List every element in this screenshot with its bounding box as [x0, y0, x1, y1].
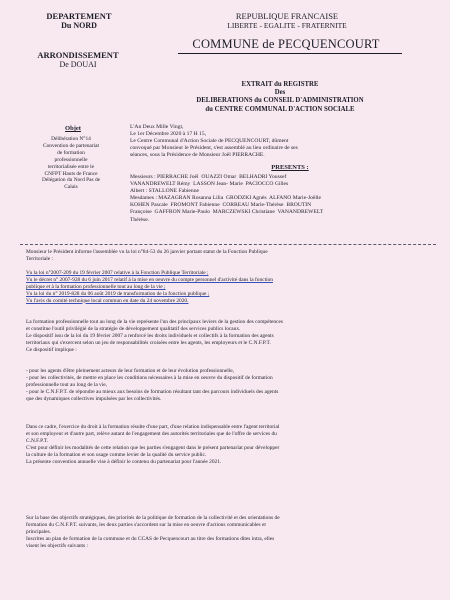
body-paragraph-3: La formation professionnelle tout au long de la vie représente l'un des principaux leviers de la gestion des compétences et constitue l'outil privilégié de la stratégie de développement qualitatif des services publics locaux. Le dispositif issu de la loi du 19 février 2007 a renforcé les droits individuels et collectifs à la formation des agents territoriaux qui s'exercent selon un jeu de responsabilités croisées entre les agents, les employeurs et le C.N.F.P.T. Ce dispositif implique : [26, 319, 283, 353]
departement-label: DEPARTEMENT [46, 11, 112, 21]
objet-label: Objet [65, 125, 81, 132]
extrait-line-3: DELIBERATIONS du CONSEIL D'ADMINISTRATION [196, 97, 364, 105]
arrondissement-label: ARRONDISSEMENT [37, 50, 119, 60]
body-paragraph-6: Sur la base des objectifs stratégiques, des priorités de la politique de formation de la collectivité et des orientations de formation du C.N.F.P.T. suivants, les deux parties s'accordent sur la mise en oeuvre d'actions communicables et principales. Inscrites au plan de formation de la commune et du CCAS de Pecquencourt au titre des formations dites intra, elles visent les objectifs suivants : [26, 515, 280, 549]
devise: LIBERTE - EGALITE - FRATERNITE [227, 21, 347, 30]
body-paragraph-1: Monsieur le Président informe l'assemblée vu la loi n°84-53 du 26 janvier portant statut de la Fonction Publique Territoriale : [26, 249, 268, 262]
section-separator [20, 244, 436, 245]
de-douai-label: De DOUAI [59, 60, 97, 69]
extrait-line-4: du CENTRE COMMUNAL D'ACTION SOCIALE [205, 105, 355, 113]
presents-label: PRESENTS : [271, 164, 309, 171]
du-nord-label: Du NORD [61, 21, 97, 30]
extrait-line-2: Des [274, 89, 286, 97]
body-paragraph-2: Vu la loi n°2007-209 du 19 février 2007 relative à la Fonction Publique Territoriale ; Vu le décret n° 2007-928 du 6 juin 2017 relatif à la mise en oeuvre du compte personnel d'activité dans la fonction publique et à la formation professionnelle tout au long de la vie ; Vu la loi du n° 2019-828 du 06 août 2019 de transformation de la fonction publique ; Vu l'avis du comité technique local commun en date du 24 novembre 2020. [26, 270, 273, 304]
republique-francaise: REPUBLIQUE FRANCAISE [235, 11, 339, 21]
commune-underline [178, 53, 402, 54]
body-paragraph-4: - pour les agents d'être pleinement acteurs de leur formation et de leur évolution professionnelle, - pour les collectivités, de mettre en place les conditions nécessaires à la mise en oeuvre du dispositif de formation professionnelle tout au long de la vie, - pour le C.N.F.P.T. de répondre au mieux aux besoins de formation résultant tant des parcours individuels des agents que des dynamiques collectives impulsées par les collectivités. [26, 368, 279, 402]
intro-text: L'An Deux Mille Vingt, Le 1er Décembre 2020 à 17 H 15, Le Centre Communal d'Action Sociale de PECQUENCOURT, dûment convoqué par Monsieur le Président, s'est assemblé au lieu ordinaire de ses séances, sous la Présidence de Monsieur Joël PIERRACHE. [130, 124, 298, 159]
extrait-line-1: EXTRAIT du REGISTRE [241, 81, 319, 88]
body-paragraph-5: Dans ce cadre, l'exercice du droit à la formation résulte d'une part, d'une relation indispensable entre l'agent territorial et son employeur et d'autre part, relève autant de l'engagement des autorités territoriales que de l'offre de services du C.N.F.P.T. C'est pour définir les modalités de cette relation que les parties s'engagent dans le présent partenariat pour développer la culture de la formation et son usage comme levier de la qualité du service public. La présente convention annuelle vise à définir le contenu du partenariat pour l'année 2021. [26, 424, 280, 465]
presents-text: Messieurs : PIERRACHE Joël OUAZZI Omar BELHADRI Youssef VANANDREWELT Rémy LASSON Jean- Marie PACIOCCO Gilles Albert : STALLONE Fabienne Mesdames : MAZAGRAN Rosanna Lilia GRODZKI Agnès ALFANO Marie-Joëlle KOHEN Pascale FROMONT Fabienne CORREAU Marie-Thérèse BROUTIN Françoise GAFFRON Marie-Paulo MARCZEWSKI Christiane VANANDREWELT Thérèse. [130, 174, 324, 223]
commune-title: COMMUNE de PECQUENCOURT [192, 37, 380, 51]
objet-text: Délibération N°14 Convention de partenariat de formation professionnelle territorialisée entre le CNFPT Hauts de France Délégation du Nord Pas de Calais [41, 136, 101, 191]
